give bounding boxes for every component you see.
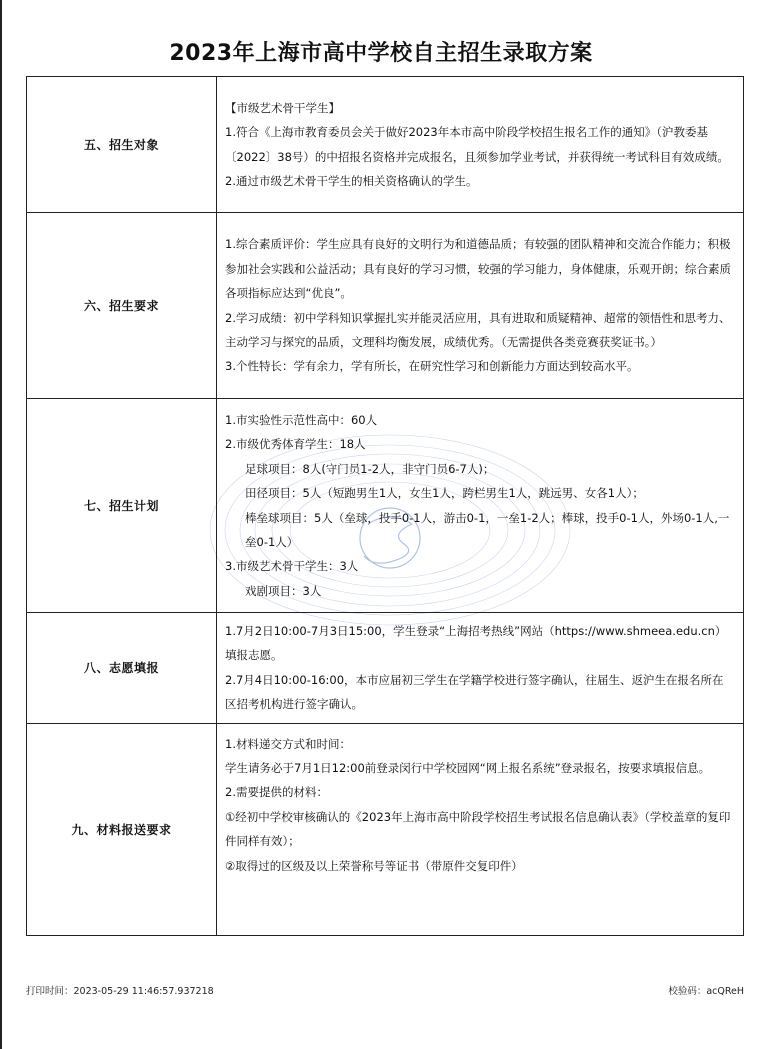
- section-line: 2.7月4日10:00-16:00，本市应届初三学生在学籍学校进行签字确认，往届生、返沪生在报名所在区招考机构进行签字确认。: [225, 672, 724, 712]
- section-label: 八、志愿填报: [27, 613, 217, 724]
- page-title: 2023年上海市高中学校自主招生录取方案: [169, 41, 593, 66]
- section-line: 足球项目：8人(守门员1-2人，非守门员6-7人)；: [245, 461, 495, 476]
- section-line: 2.学习成绩：初中学科知识掌握扎实并能灵活应用，具有进取和质疑精神、超常的领悟性和思考力、主动学习与探究的品质，文理科均衡发展，成绩优秀。（无需提供各类竞赛获奖证书。）: [225, 310, 731, 349]
- section-line: 2.市级优秀体育学生：18人: [225, 437, 366, 452]
- table-row-application: [27, 613, 744, 724]
- section-line: 2.通过市级艺术骨干学生的相关资格确认的学生。: [225, 173, 478, 188]
- section-line: 2.需要提供的材料：: [225, 785, 328, 800]
- section-content: [217, 77, 744, 213]
- section-label: 六、招生要求: [27, 213, 217, 399]
- section-content: [217, 213, 744, 399]
- section-line: 3.个性特长：学有余力，学有所长，在研究性学习和创新能力方面达到较高水平。: [225, 359, 639, 374]
- section-content: [217, 399, 744, 613]
- section-line: 3.市级艺术骨干学生：3人: [225, 559, 359, 574]
- section-line: 1.7月2日10:00-7月3日15:00，学生登录“上海招考热线”网站（https://www.shmeea.edu.cn）填报志愿。: [225, 624, 727, 663]
- section-line: 1.综合素质评价：学生应具有良好的文明行为和道德品质；有较强的团队精神和交流合作能力；积极参加社会实践和公益活动；具有良好的学习习惯，较强的学习能力，身体健康，乐观开朗；综合素质各项指标应达到“优良”。: [225, 237, 731, 301]
- admission-table: [26, 76, 744, 936]
- section-line: ②取得过的区级及以上荣誉称号等证书（带原件交复印件）: [225, 858, 523, 873]
- table-row-admission-plan: [27, 399, 744, 613]
- section-label: 七、招生计划: [27, 399, 217, 613]
- table-row-admission-requirements: [27, 213, 744, 399]
- section-line: 【市级艺术骨干学生】: [225, 100, 340, 115]
- section-line: 棒垒球项目：5人（垒球，投手0-1人，游击0-1，一垒1-2人；棒球，投手0-1人，外场0-1人,一垒0-1人）: [245, 510, 730, 549]
- section-label: 五、招生对象: [27, 77, 217, 213]
- section-line: 戏剧项目：3人: [245, 583, 322, 598]
- section-line: 1.符合《上海市教育委员会关于做好2023年本市高中阶段学校招生报名工作的通知》（沪教委基〔2022〕38号）的中招报名资格并完成报名，且须参加学业考试，并获得统一考试科目有效成绩。: [225, 125, 729, 164]
- table-row-materials: [27, 723, 744, 935]
- section-line: ①经初中学校审核确认的《2023年上海市高中阶段学校招生考试报名信息确认表》（学校盖章的复印件同样有效）；: [225, 809, 731, 849]
- print-time: 打印时间：2023-05-29 11:46:57.937218: [26, 986, 214, 997]
- section-line: 1.市实验性示范性高中：60人: [225, 412, 378, 427]
- section-label: 九、材料报送要求: [27, 723, 217, 935]
- page-left-border: [0, 0, 2, 1049]
- verify-code: 校验码：acQReH: [668, 986, 744, 997]
- table-row-admission-target: [27, 77, 744, 213]
- section-line: 田径项目：5人（短跑男生1人，女生1人，跨栏男生1人，跳远男、女各1人）；: [245, 486, 644, 501]
- section-content: [217, 723, 744, 935]
- section-content: [217, 613, 744, 724]
- section-line: 1.材料递交方式和时间：: [225, 736, 351, 751]
- section-line: 学生请务必于7月1日12:00前登录闵行中学校园网“网上报名系统”登录报名，按要求填报信息。: [225, 761, 711, 776]
